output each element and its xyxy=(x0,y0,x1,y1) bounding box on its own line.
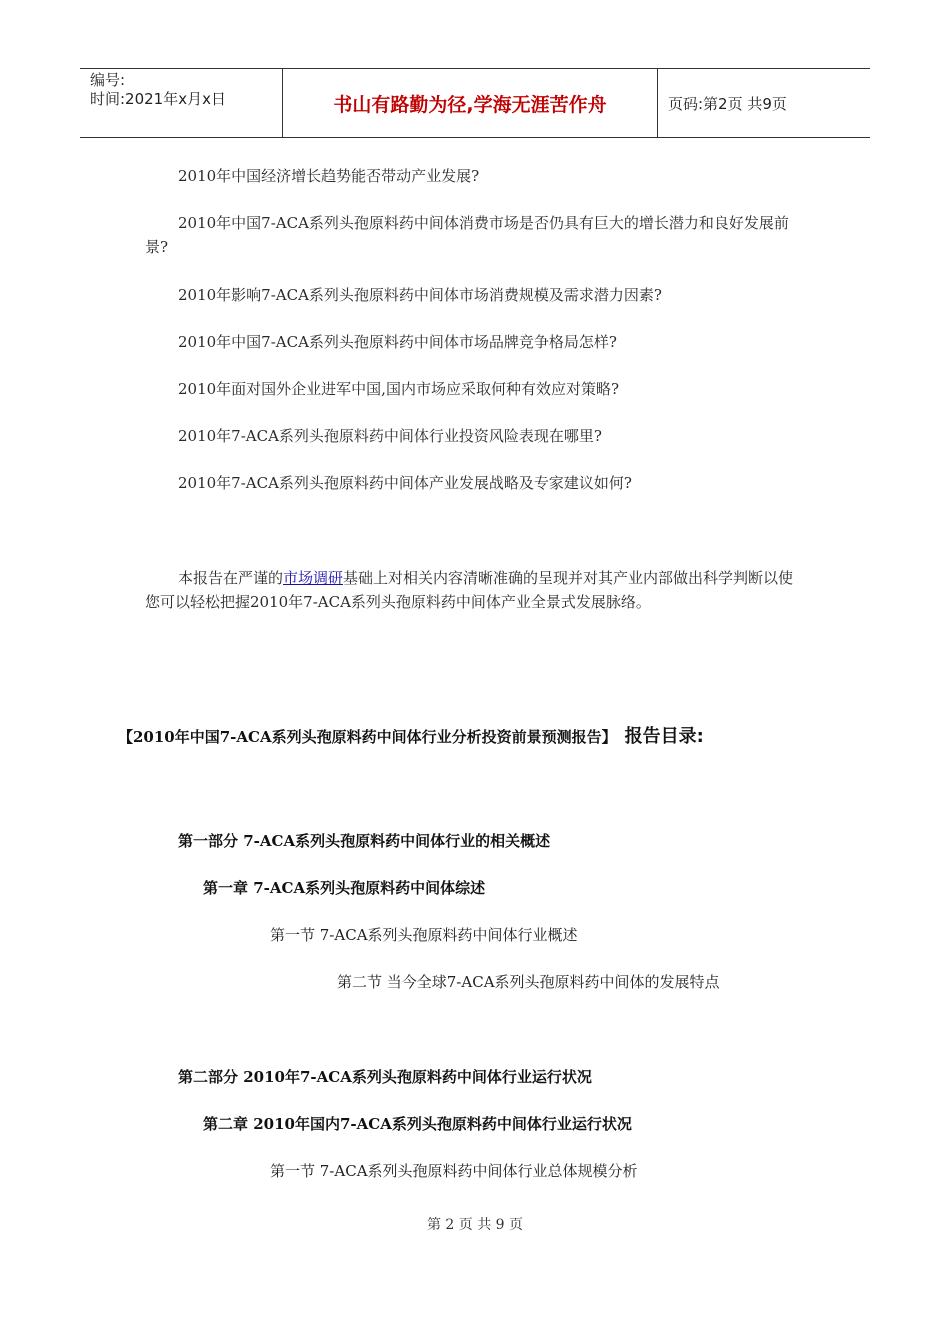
page-footer: 第 2 页 共 9 页 xyxy=(426,1217,524,1233)
toc-section-1-1: 第一节 7-ACA系列头孢原料药中间体行业概述 xyxy=(270,926,578,944)
header-motto: 书山有路勤为径,学海无涯苦作舟 xyxy=(282,69,658,137)
header-meta xyxy=(80,69,282,137)
toc-section-2-1: 第一节 7-ACA系列头孢原料药中间体行业总体规模分析 xyxy=(270,1162,638,1180)
question-3: 2010年影响7-ACA系列头孢原料药中间体市场消费规模及需求潜力因素? xyxy=(178,286,662,304)
page-header xyxy=(80,68,870,138)
question-2: 2010年中国7-ACA系列头孢原料药中间体消费市场是否仍具有巨大的增长潜力和良好发展前景? xyxy=(145,214,789,256)
report-title-line xyxy=(118,722,704,748)
toc-section-1-2: 第二节 当今全球7-ACA系列头孢原料药中间体的发展特点 xyxy=(337,973,720,991)
summary-paragraph xyxy=(145,566,805,614)
number-label: 编号: xyxy=(90,71,126,89)
question-4: 2010年中国7-ACA系列头孢原料药中间体市场品牌竞争格局怎样? xyxy=(178,333,617,351)
question-5: 2010年面对国外企业进军中国,国内市场应采取何种有效应对策略? xyxy=(178,380,619,398)
summary-after: 基础上对相关内容清晰准确的呈现并对其产业内部做出科学判断以使您可以轻松把握2010年7-ACA系列头孢原料药中间体产业全景式发展脉络。 xyxy=(145,569,794,611)
header-page-info: 页码:第2页 共9页 xyxy=(668,95,787,113)
time-label: 时间:2021年x月x日 xyxy=(90,90,226,108)
report-title: 【2010年中国7-ACA系列头孢原料药中间体行业分析投资前景预测报告】 xyxy=(118,728,617,746)
toc-part-1: 第一部分 7-ACA系列头孢原料药中间体行业的相关概述 xyxy=(178,832,551,850)
toc-chapter-1: 第一章 7-ACA系列头孢原料药中间体综述 xyxy=(203,879,486,897)
market-research-link[interactable]: 市场调研 xyxy=(283,569,344,587)
summary-before: 本报告在严谨的 xyxy=(178,569,284,587)
question-6: 2010年7-ACA系列头孢原料药中间体行业投资风险表现在哪里? xyxy=(178,427,602,445)
toc-chapter-2: 第二章 2010年国内7-ACA系列头孢原料药中间体行业运行状况 xyxy=(203,1115,632,1133)
question-1: 2010年中国经济增长趋势能否带动产业发展? xyxy=(178,167,480,185)
toc-part-2: 第二部分 2010年7-ACA系列头孢原料药中间体行业运行状况 xyxy=(178,1068,592,1086)
report-toc-label: 报告目录: xyxy=(624,726,704,747)
question-7: 2010年7-ACA系列头孢原料药中间体产业发展战略及专家建议如何? xyxy=(178,474,632,492)
